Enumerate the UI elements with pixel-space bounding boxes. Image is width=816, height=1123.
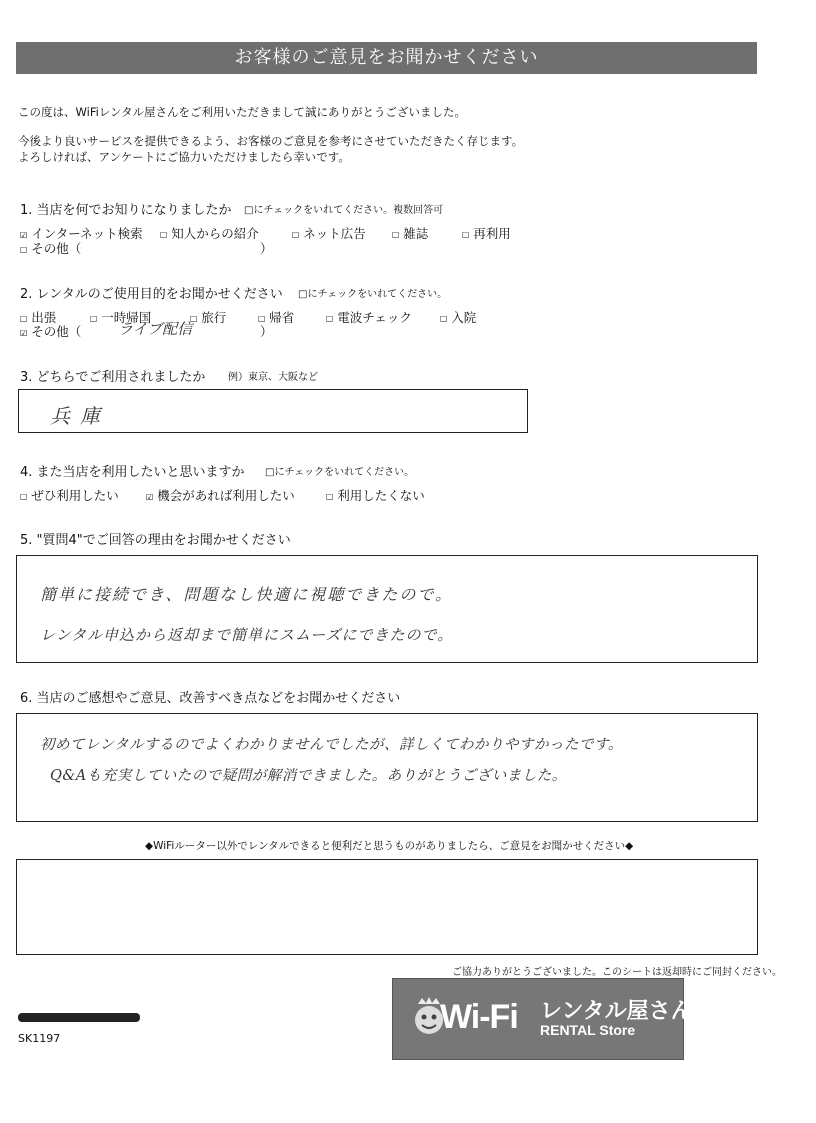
q4-option-if-chance[interactable]: ☑ 機会があれば利用したい xyxy=(146,488,295,503)
q1-option-friend[interactable]: ☐ 知人からの紹介 xyxy=(160,226,259,241)
q6-answer-line-1: 初めてレンタルするのでよくわかりませんでしたが、詳しくてわかりやすかったです。 xyxy=(40,737,623,753)
q1-option-magazine[interactable]: ☐ 雑誌 xyxy=(392,226,429,241)
q3-answer: 兵庫 xyxy=(50,404,110,428)
q1-option-reuse[interactable]: ☐ 再利用 xyxy=(462,226,511,241)
checkbox-checked[interactable]: ☑ xyxy=(20,325,28,339)
sheet-code: SK1197 xyxy=(18,1032,61,1045)
checkbox[interactable]: ☐ xyxy=(258,311,266,325)
q5-label: 5. "質問4"でご回答の理由をお聞かせください xyxy=(20,533,291,548)
checkbox[interactable]: ☐ xyxy=(190,311,198,325)
q2-option-homecoming[interactable]: ☐ 帰省 xyxy=(258,310,295,325)
q6-answer-line-2: Q&Aも充実していたので疑問が解消できました。ありがとうございました。 xyxy=(50,768,567,784)
q6-label: 6. 当店のご感想やご意見、改善すべき点などをお聞かせください xyxy=(20,691,401,706)
q5-answer-line-2: レンタル申込から返却まで簡単にスムーズにできたので。 xyxy=(40,626,454,644)
checkbox[interactable]: ☐ xyxy=(20,242,28,256)
checkbox[interactable]: ☐ xyxy=(20,489,28,503)
q1-option-other[interactable]: ☐ その他（ xyxy=(20,241,82,256)
q2-option-travel[interactable]: ☐ 旅行 xyxy=(190,310,227,325)
intro-line-3: よろしければ、アンケートにご協力いただけましたら幸いです。 xyxy=(18,150,350,164)
q1-other-close: ） xyxy=(260,241,273,256)
checkbox[interactable]: ☐ xyxy=(292,227,300,241)
extra-answer-box[interactable] xyxy=(16,859,758,955)
footer-thanks: ご協力ありがとうございました。このシートは返却時にご同封ください。 xyxy=(452,967,782,978)
q2-option-other[interactable]: ☑ その他（ xyxy=(20,324,82,339)
q5-answer-line-1: 簡単に接続でき、問題なし快適に視聴できたので。 xyxy=(40,585,454,604)
checkbox[interactable]: ☐ xyxy=(160,227,168,241)
intro-line-2: 今後より良いサービスを提供できるよう、お客様のご意見を参考にさせていただきたく存じます。 xyxy=(18,134,524,148)
logo-jp-text: レンタル屋さん xyxy=(540,999,693,1024)
checkbox[interactable]: ☐ xyxy=(392,227,400,241)
checkbox[interactable]: ☐ xyxy=(20,311,28,325)
extra-label: ◆WiFiルーター以外でレンタルできると便利だと思うものがありましたら、ご意見をお聞かせください◆ xyxy=(145,840,634,852)
q1-option-internet[interactable]: ☑ インターネット検索 xyxy=(20,226,143,241)
q1-option-net-ad[interactable]: ☐ ネット広告 xyxy=(292,226,366,241)
q1-label: 1. 当店を何でお知りになりましたか xyxy=(20,203,232,218)
q2-option-temporary-return[interactable]: ☐ 一時帰国 xyxy=(90,310,152,325)
q2-label: 2. レンタルのご使用目的をお聞かせください xyxy=(20,287,283,302)
q5-answer-box[interactable] xyxy=(16,555,758,663)
logo-wifi-text: Wi-Fi xyxy=(440,998,518,1036)
q4-label: 4. また当店を利用したいと思いますか xyxy=(20,465,245,480)
checkbox[interactable]: ☐ xyxy=(326,311,334,325)
q3-note: 例）東京、大阪など xyxy=(228,372,318,383)
checkbox[interactable]: ☐ xyxy=(90,311,98,325)
q3-label: 3. どちらでご利用されましたか xyxy=(20,370,206,385)
checkbox[interactable]: ☐ xyxy=(440,311,448,325)
checkbox[interactable]: ☐ xyxy=(326,489,334,503)
q2-note: □にチェックをいれてください。 xyxy=(298,289,448,300)
redacted-id xyxy=(18,1013,140,1022)
q2-option-business-trip[interactable]: ☐ 出張 xyxy=(20,310,57,325)
page-title: お客様のご意見をお聞かせください xyxy=(16,42,757,74)
q4-note: □にチェックをいれてください。 xyxy=(265,467,415,478)
q2-option-hospital[interactable]: ☐ 入院 xyxy=(440,310,477,325)
q4-option-no[interactable]: ☐ 利用したくない xyxy=(326,488,425,503)
checkbox[interactable]: ☐ xyxy=(462,227,470,241)
logo-en-text: RENTAL Store xyxy=(540,1022,636,1038)
intro-line-1: この度は、WiFiレンタル屋さんをご利用いただきまして誠にありがとうございました。 xyxy=(18,105,467,119)
q4-option-definitely[interactable]: ☐ ぜひ利用したい xyxy=(20,488,119,503)
q2-option-signal-check[interactable]: ☐ 電波チェック xyxy=(326,310,412,325)
checkbox-checked[interactable]: ☑ xyxy=(146,489,154,503)
checkbox-checked[interactable]: ☑ xyxy=(20,227,28,241)
q1-note: □にチェックをいれてください。複数回答可 xyxy=(244,205,444,216)
q2-other-close: ） xyxy=(260,324,273,339)
q2-other-answer: ライブ配信 xyxy=(118,320,193,338)
